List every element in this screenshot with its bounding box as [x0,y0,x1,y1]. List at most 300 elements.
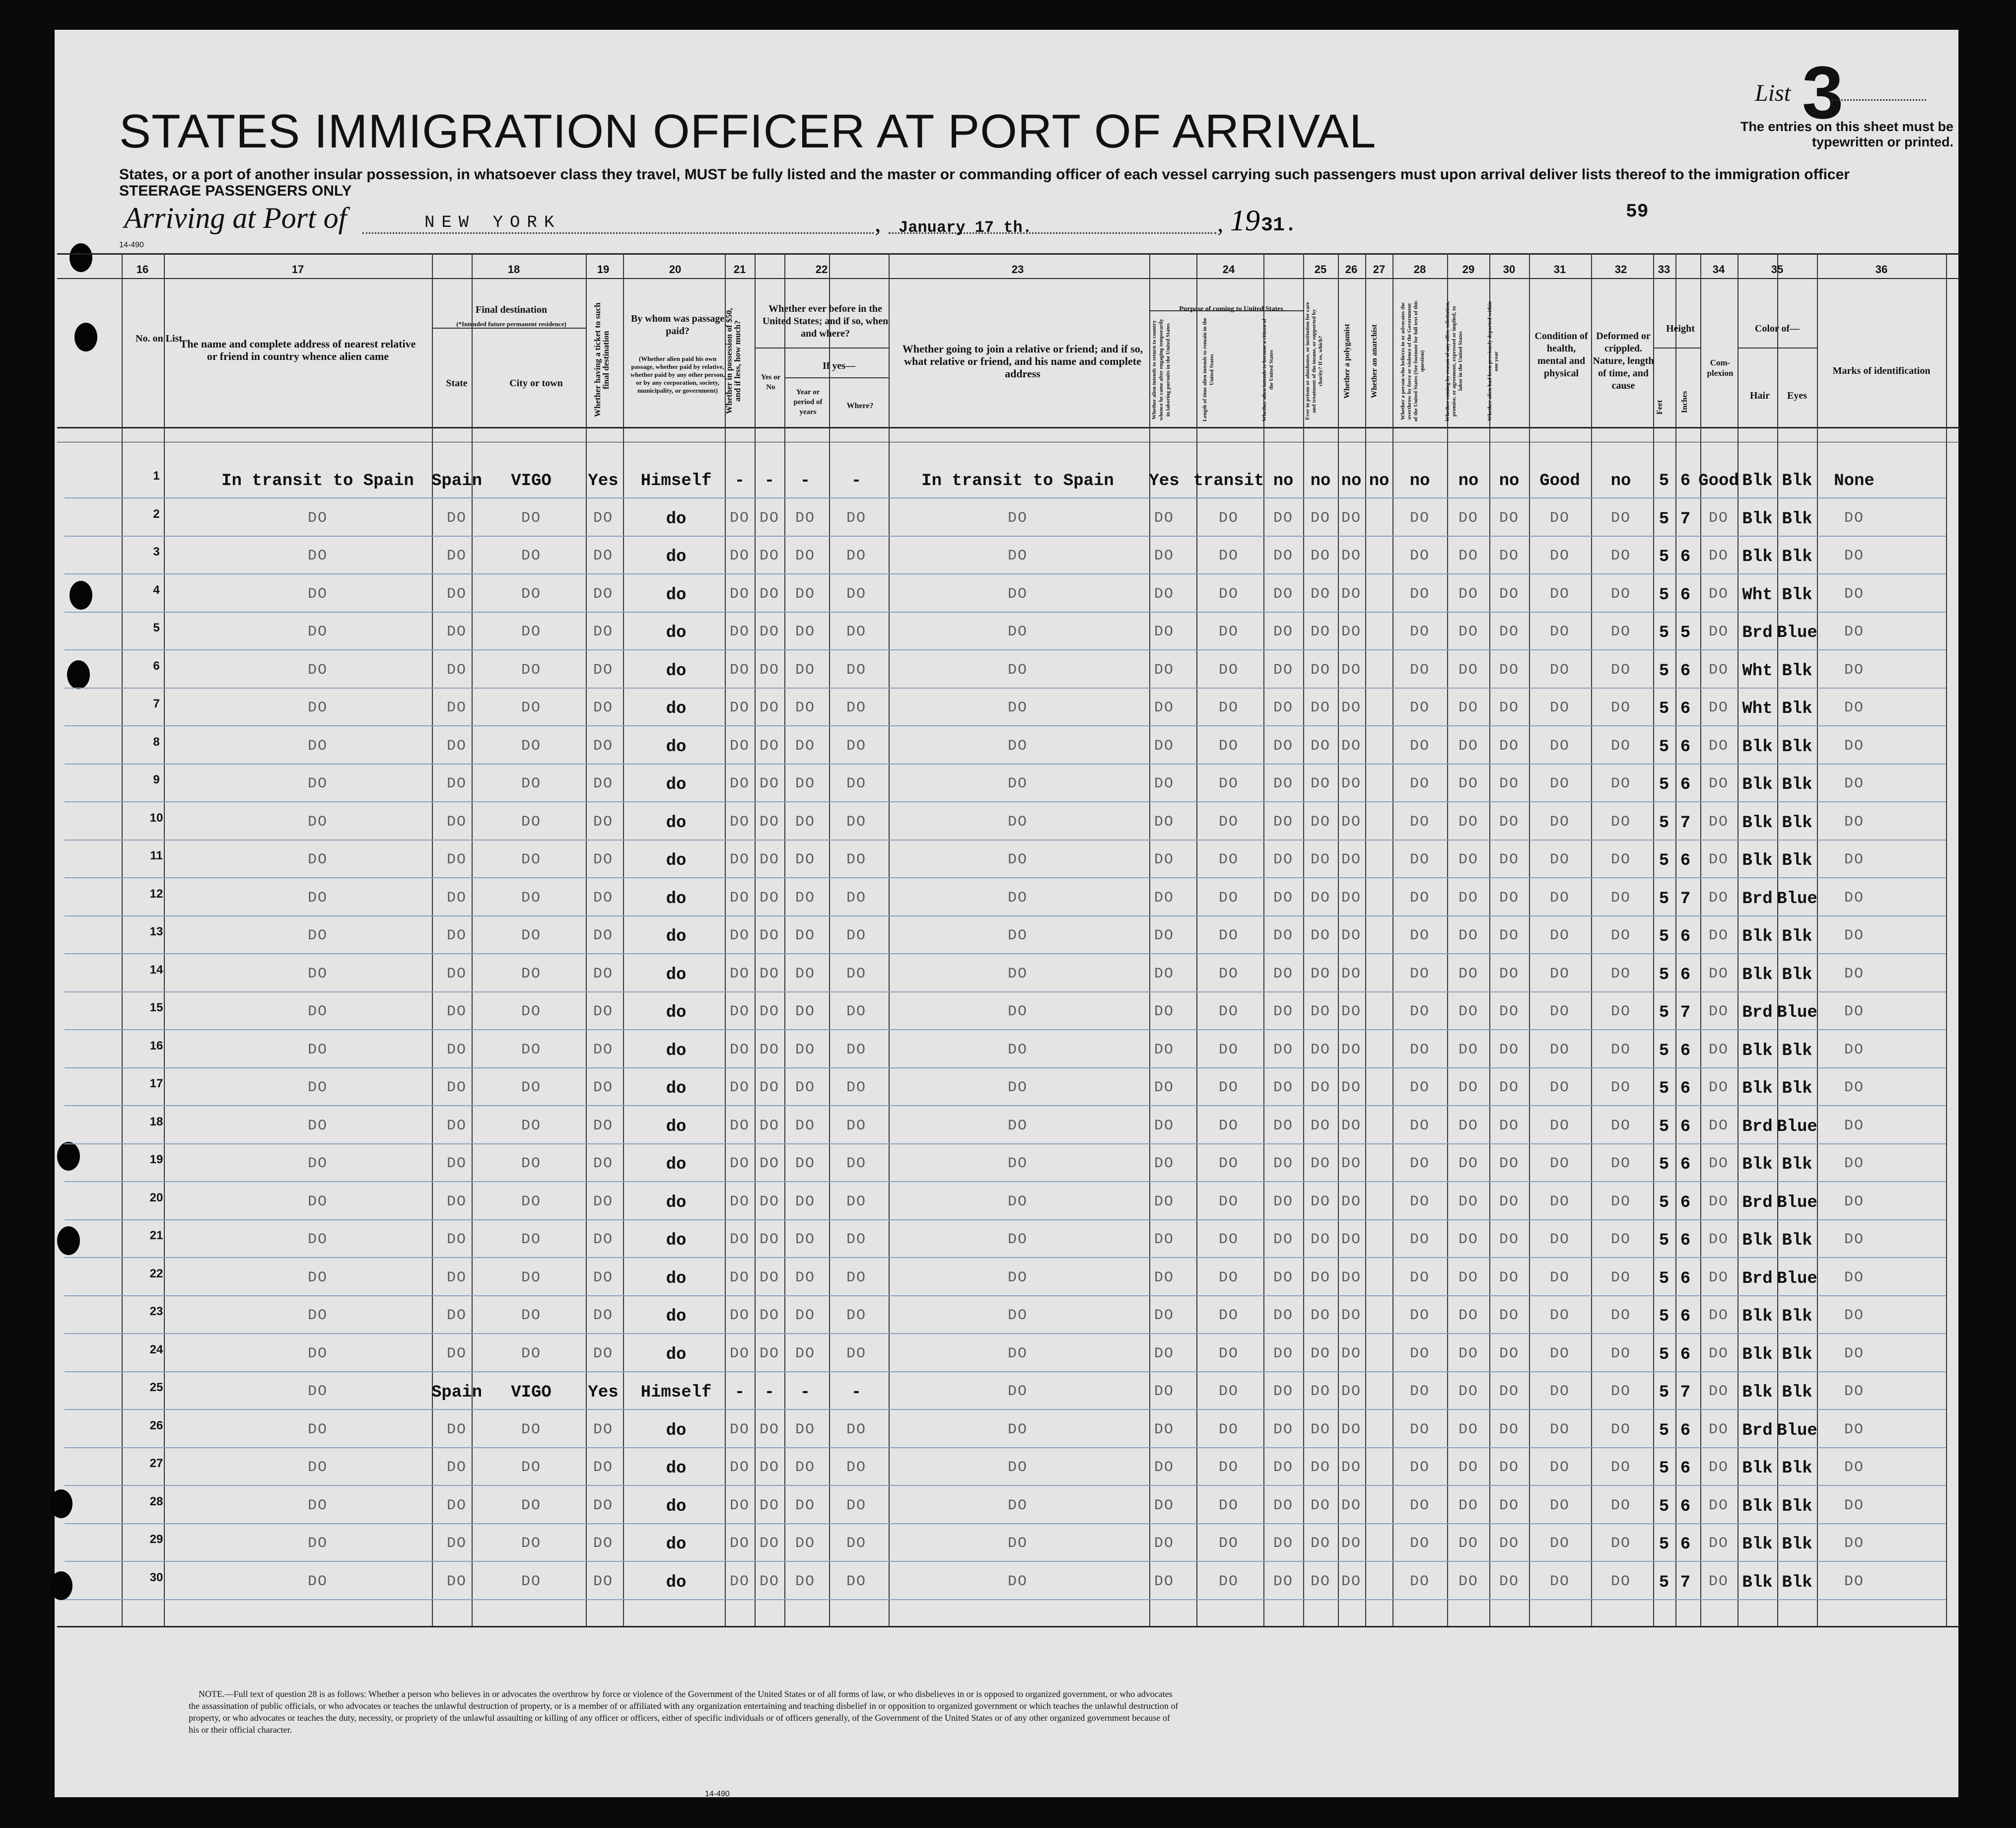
cell-q29: DO [1458,965,1479,983]
list-number: 3 [1802,51,1844,134]
col-18-header: Final destination [476,304,547,315]
cell-poly: DO [1341,624,1362,640]
cell-q28: DO [1409,1269,1430,1286]
cell-year: DO [795,509,816,527]
cell-health: DO [1549,700,1570,716]
cell-return: DO [1154,1535,1175,1552]
cell-paid: do [666,661,687,681]
cell-marks: DO [1844,1269,1865,1286]
cell-where: DO [846,965,867,983]
cell-prison: DO [1310,1269,1331,1286]
column-number: 34 [1712,263,1725,276]
cell-prison: DO [1310,851,1331,868]
cell-where: DO [846,1573,867,1590]
cell-q28: DO [1409,1079,1430,1096]
cell-complexion: DO [1708,1383,1729,1400]
typewritten-note: The entries on this sheet must be typewritten or printed. [1740,119,1953,149]
cell-join: DO [1007,1383,1028,1400]
cell-eyes: Blk [1782,700,1812,718]
cell-inches: 7 [1680,813,1691,833]
cell-complexion: DO [1708,1497,1729,1514]
cell-citizen: DO [1273,965,1294,983]
cell-return: DO [1154,965,1175,983]
cell-join: In transit to Spain [921,472,1114,491]
cell-q29: DO [1458,1041,1479,1058]
cell-before: DO [759,548,780,564]
cell-q29: DO [1458,1421,1479,1438]
cell-join: DO [1007,851,1028,868]
column-number: 19 [597,263,610,276]
cell-poly: DO [1341,1497,1362,1514]
cell-year: DO [795,1117,816,1134]
cell-marks: DO [1844,548,1865,564]
cell-q30: DO [1499,965,1520,983]
cell-paid: do [666,1231,687,1250]
cell-before: DO [759,965,780,983]
cell-where: DO [846,775,867,792]
cell-money: DO [729,1117,750,1134]
cell-prison: DO [1310,813,1331,831]
cell-join: DO [1007,1041,1028,1058]
col-34-header: Com-plexion [1707,358,1734,378]
cell-length: DO [1218,1307,1239,1324]
column-divider [1196,253,1197,1626]
row-number: 22 [149,1266,163,1280]
cell-length: DO [1218,927,1239,944]
cell-deformed: DO [1610,1117,1631,1134]
cell-year: DO [795,1421,816,1438]
cell-state: DO [446,1421,467,1438]
cell-relative: DO [307,851,328,868]
cell-eyes: Blk [1782,1307,1812,1326]
cell-q29: DO [1458,548,1479,564]
cell-year: DO [795,585,816,603]
col-35-hair: Hair [1750,390,1770,401]
cell-paid: do [666,965,687,984]
cell-q29: DO [1458,1231,1479,1248]
cell-before: DO [759,1345,780,1362]
cell-where: - [851,472,862,491]
cell-money: DO [729,1041,750,1058]
cell-q30: DO [1499,1155,1520,1172]
cell-state: DO [446,775,467,792]
col-20-header: By whom was passage paid? [630,313,725,337]
cell-health: DO [1549,1383,1570,1400]
cell-paid: do [666,1345,687,1364]
cell-prison: DO [1310,927,1331,944]
cell-relative: DO [307,813,328,831]
cell-relative: DO [307,548,328,564]
cell-complexion: DO [1708,1003,1729,1020]
cell-prison: DO [1310,1421,1331,1438]
cell-before: DO [759,585,780,603]
cell-year: DO [795,1535,816,1552]
column-divider [1149,253,1150,1626]
cell-poly: DO [1341,661,1362,679]
cell-join: DO [1007,1307,1028,1324]
cell-length: DO [1218,1041,1239,1058]
cell-inches: 6 [1680,775,1691,794]
cell-join: DO [1007,661,1028,679]
cell-join: DO [1007,813,1028,831]
cell-q30: DO [1499,775,1520,792]
cell-inches: 6 [1680,1155,1691,1174]
cell-citizen: DO [1273,737,1294,755]
cell-health: DO [1549,1041,1570,1058]
cell-prison: DO [1310,1193,1331,1210]
cell-where: DO [846,1231,867,1248]
cell-ticket: DO [593,548,614,564]
row-number: 28 [149,1494,163,1508]
page-title: STATES IMMIGRATION OFFICER AT PORT OF ARRIVAL [119,105,1377,158]
cell-health: DO [1549,548,1570,564]
cell-length: DO [1218,1459,1239,1476]
col-19-header: Whether having a ticket to such final destination [593,302,611,418]
cell-citizen: no [1273,472,1294,491]
cell-marks: DO [1844,1003,1865,1020]
cell-poly: DO [1341,1383,1362,1400]
cell-return: DO [1154,661,1175,679]
cell-deformed: DO [1610,1269,1631,1286]
cell-where: DO [846,1497,867,1514]
row-number: 19 [149,1153,163,1166]
column-divider [122,253,123,1626]
row-number: 3 [153,545,160,559]
cell-state: DO [446,1231,467,1248]
cell-deformed: DO [1610,737,1631,755]
col-24-header: Purpose of coming to United States [1179,305,1283,313]
cell-q29: DO [1458,1117,1479,1134]
cell-health: DO [1549,1155,1570,1172]
cell-where: DO [846,851,867,868]
cell-q30: DO [1499,1117,1520,1134]
cell-hair: Blk [1742,1573,1773,1592]
cell-return: Yes [1149,472,1180,491]
row-rule [65,649,1946,650]
cell-paid: do [666,1459,687,1478]
cell-where: DO [846,661,867,679]
cell-paid: do [666,1269,687,1288]
row-rule [65,764,1946,765]
cell-inches: 6 [1680,965,1691,984]
cell-return: DO [1154,1573,1175,1590]
cell-year: DO [795,1497,816,1514]
cell-q28: DO [1409,1535,1430,1552]
cell-join: DO [1007,1003,1028,1020]
cell-eyes: Blk [1782,509,1812,529]
cell-q30: DO [1499,585,1520,603]
cell-inches: 6 [1680,1117,1691,1136]
cell-city: DO [521,889,542,907]
cell-marks: DO [1844,889,1865,907]
cell-ticket: DO [593,775,614,792]
column-divider [1447,253,1448,1626]
cell-state: DO [446,1573,467,1590]
cell-return: DO [1154,509,1175,527]
cell-inches: 7 [1680,889,1691,909]
cell-feet: 5 [1659,737,1669,757]
column-divider [889,253,890,1626]
form-number: 14-490 [119,241,144,249]
column-number: 17 [291,263,304,276]
cell-q29: DO [1458,737,1479,755]
cell-inches: 6 [1680,548,1691,566]
cell-return: DO [1154,1383,1175,1400]
subheader-rule [1653,348,1700,349]
cell-hair: Blk [1742,1535,1773,1554]
cell-money: DO [729,548,750,564]
column-divider [755,253,756,1626]
subheader-rule [784,377,889,378]
cell-feet: 5 [1659,624,1669,642]
cell-money: - [734,1383,745,1402]
cell-feet: 5 [1659,548,1669,566]
cell-citizen: DO [1273,1573,1294,1590]
cell-length: DO [1218,775,1239,792]
cell-state: Spain [431,472,483,491]
cell-citizen: DO [1273,1117,1294,1134]
cell-complexion: DO [1708,509,1729,527]
row-rule [65,1105,1946,1106]
cell-feet: 5 [1659,1497,1669,1516]
row-number: 24 [149,1342,163,1356]
column-divider [1946,253,1947,1626]
cell-eyes: Blk [1782,737,1812,757]
cell-poly: DO [1341,1307,1362,1324]
cell-complexion: DO [1708,1573,1729,1590]
cell-relative: DO [307,1345,328,1362]
row-number: 1 [153,469,160,483]
cell-hair: Blk [1742,1497,1773,1516]
cell-prison: DO [1310,1231,1331,1248]
cell-hair: Blk [1742,1041,1773,1060]
column-number: 32 [1614,263,1627,276]
cell-feet: 5 [1659,1193,1669,1212]
cell-q30: DO [1499,1535,1520,1552]
cell-complexion: DO [1708,1155,1729,1172]
col-33-inches: Inches [1680,391,1689,414]
col-24-return: Whether alien intends to return to country whence he came after engaging temporarily in laboring pursuits in the United States [1151,319,1171,421]
cell-state: DO [446,509,467,527]
cell-q29: DO [1458,661,1479,679]
cell-feet: 5 [1659,661,1669,681]
cell-year: DO [795,1079,816,1096]
cell-q28: DO [1409,1573,1430,1590]
cell-complexion: DO [1708,624,1729,640]
cell-marks: DO [1844,927,1865,944]
row-rule [65,573,1946,574]
cell-poly: DO [1341,851,1362,868]
cell-health: DO [1549,737,1570,755]
table-bottom-rule [57,1626,1961,1627]
cell-deformed: DO [1610,775,1631,792]
cell-q28: no [1409,472,1430,491]
column-divider [1675,253,1676,1626]
cell-ticket: Yes [588,472,619,491]
cell-length: DO [1218,1535,1239,1552]
cell-poly: DO [1341,1345,1362,1362]
row-rule [65,688,1946,689]
cell-year: DO [795,624,816,640]
cell-money: DO [729,737,750,755]
cell-join: DO [1007,889,1028,907]
cell-money: DO [729,1307,750,1324]
cell-q29: DO [1458,775,1479,792]
column-divider [1529,253,1530,1626]
cell-hair: Blk [1742,965,1773,984]
cell-where: DO [846,624,867,640]
cell-join: DO [1007,1079,1028,1096]
cell-before: DO [759,661,780,679]
cell-deformed: DO [1610,1307,1631,1324]
cell-prison: DO [1310,585,1331,603]
cell-hair: Blk [1742,927,1773,946]
cell-complexion: DO [1708,1459,1729,1476]
cell-where: DO [846,700,867,716]
column-number: 16 [136,263,149,276]
cell-length: DO [1218,661,1239,679]
cell-before: DO [759,889,780,907]
punch-hole [57,1226,80,1255]
cell-ticket: DO [593,927,614,944]
cell-q28: DO [1409,1497,1430,1514]
cell-year: DO [795,927,816,944]
cell-marks: DO [1844,775,1865,792]
cell-inches: 5 [1680,624,1691,642]
cell-state: DO [446,737,467,755]
cell-q28: DO [1409,927,1430,944]
column-number: 29 [1462,263,1475,276]
column-divider [1338,253,1339,1626]
row-rule [65,1523,1946,1524]
cell-relative: DO [307,775,328,792]
row-rule [65,725,1946,726]
cell-relative: DO [307,1459,328,1476]
cell-length: DO [1218,737,1239,755]
cell-paid: Himself [640,1383,712,1402]
cell-citizen: DO [1273,1459,1294,1476]
cell-q29: DO [1458,1459,1479,1476]
cell-q30: DO [1499,624,1520,640]
cell-health: DO [1549,1079,1570,1096]
cell-city: DO [521,851,542,868]
punch-hole [57,1142,80,1171]
cell-join: DO [1007,927,1028,944]
cell-poly: DO [1341,585,1362,603]
column-divider [1817,253,1818,1626]
cell-before: DO [759,1003,780,1020]
cell-money: DO [729,1155,750,1172]
column-number: 23 [1011,263,1024,276]
cell-relative: DO [307,1535,328,1552]
cell-money: DO [729,661,750,679]
col-22-where: Where? [846,402,874,410]
cell-year: DO [795,548,816,564]
cell-health: DO [1549,1003,1570,1020]
port-value: NEW YORK [424,213,561,232]
row-number: 10 [149,811,163,825]
cell-year: DO [795,1155,816,1172]
cell-state: DO [446,585,467,603]
cell-money: DO [729,1535,750,1552]
cell-state: DO [446,1041,467,1058]
cell-q30: DO [1499,851,1520,868]
cell-before: DO [759,1041,780,1058]
cell-year: DO [795,813,816,831]
cell-city: DO [521,700,542,716]
cell-where: DO [846,1535,867,1552]
cell-deformed: DO [1610,548,1631,564]
cell-state: DO [446,661,467,679]
question-28-footnote: NOTE.—Full text of question 28 is as follows: Whether a person who believes in or advocates the overthrow by force or violence of the Government of the United States or of all forms of law, or who disbelieves in or is opposed to organized government, or who advocates the assassination of public officials, or who advocates or teaches the unlawful destruction of property, or is a member of or affiliated with any organization entertaining and teaching disbelief in or opposition to organized government or which teaches the unlawful destruction of property, or who advocates or teaches the duty, necessity, or propriety of the unlawful assaulting or killing of any officer or officers, either of specific individuals or of officers generally, of the Government of the United States or of any other organized government because of his or their official character. [189,1689,1179,1735]
cell-q29: DO [1458,1079,1479,1096]
cell-q28: DO [1409,624,1430,640]
cell-marks: DO [1844,851,1865,868]
col-20-note: (Whether alien paid his own passage, whether paid by relative, whether paid by any other person, or by any corporation, society, municipality, or government) [630,355,725,394]
cell-ticket: DO [593,1231,614,1248]
cell-ticket: DO [593,1459,614,1476]
cell-before: DO [759,1307,780,1324]
cell-complexion: DO [1708,1345,1729,1362]
col-22-if-yes: If yes— [822,360,856,371]
cell-year: DO [795,1307,816,1324]
cell-deformed: DO [1610,585,1631,603]
col-36-header: Marks of identification [1832,365,1931,376]
arriving-label: Arriving at Port of [124,202,347,234]
cell-city: DO [521,548,542,564]
cell-relative: DO [307,1497,328,1514]
cell-return: DO [1154,889,1175,907]
list-underline [1832,99,1926,101]
cell-q29: DO [1458,889,1479,907]
col-35-header: Color of— [1754,323,1800,334]
cell-where: DO [846,1117,867,1134]
cell-city: DO [521,1459,542,1476]
cell-before: DO [759,927,780,944]
cell-poly: DO [1341,548,1362,564]
row-rule [65,1067,1946,1068]
cell-complexion: DO [1708,1193,1729,1210]
cell-relative: DO [307,1231,328,1248]
cell-ticket: DO [593,1497,614,1514]
cell-hair: Brd [1742,1003,1773,1022]
cell-eyes: Blk [1782,813,1812,833]
cell-poly: DO [1341,1155,1362,1172]
row-rule [65,991,1946,992]
cell-q28: DO [1409,889,1430,907]
cell-feet: 5 [1659,472,1669,491]
cell-relative: DO [307,889,328,907]
row-rule [65,1029,1946,1030]
cell-city: DO [521,1041,542,1058]
cell-money: - [734,472,745,491]
col-17-header: The name and complete address of nearest relative or friend in country whence alien came [180,338,416,362]
cell-where: DO [846,1269,867,1286]
cell-health: DO [1549,509,1570,527]
cell-q29: DO [1458,1383,1479,1400]
col-18-city: City or town [509,378,563,389]
cell-poly: DO [1341,1459,1362,1476]
cell-eyes: Blue [1777,889,1817,909]
column-divider [725,253,726,1626]
cell-complexion: Good [1698,472,1739,491]
cell-poly: DO [1341,1041,1362,1058]
cell-prison: DO [1310,661,1331,679]
cell-year: DO [795,1003,816,1020]
cell-inches: 7 [1680,1573,1691,1592]
cell-return: DO [1154,1231,1175,1248]
cell-deformed: DO [1610,700,1631,716]
